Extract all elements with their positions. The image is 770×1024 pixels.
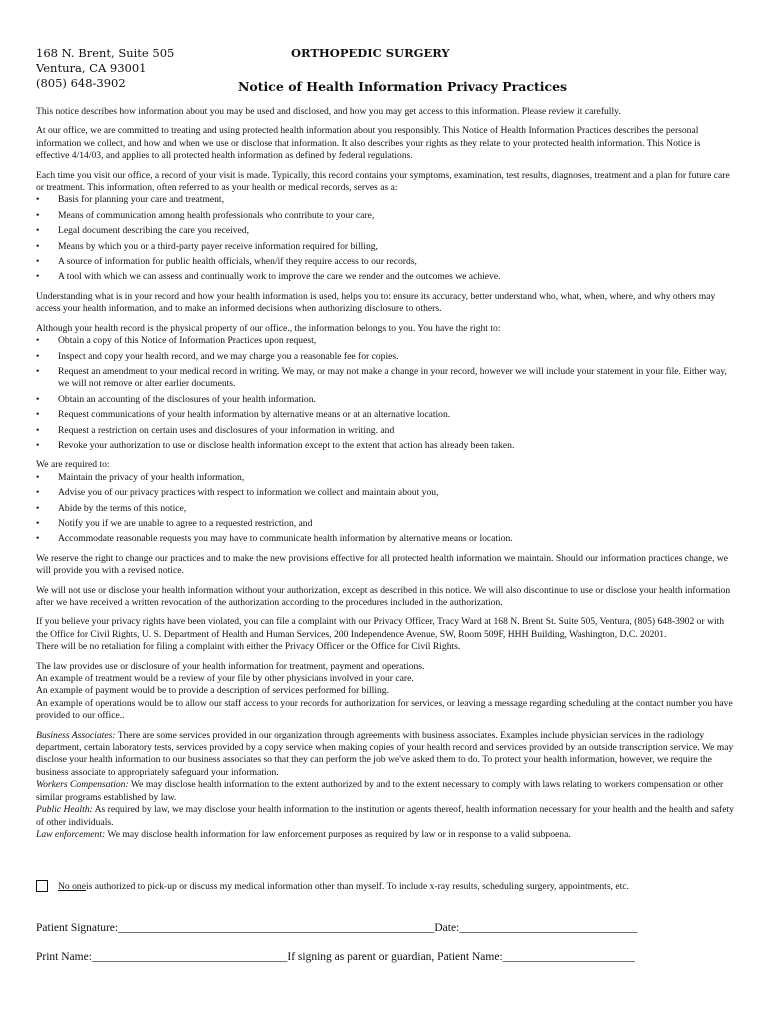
paragraph-disclosures — [36, 730, 736, 842]
list-item: • Obtain an accounting of the disclosures of your health information. — [36, 394, 736, 406]
list-item: • Maintain the privacy of your health information, — [36, 472, 736, 484]
tpo-line: An example of operations would be to allow our staff access to your records for authorization for services, or leaving a message regarding scheduling at the contact number you have provided to our office.. — [36, 697, 733, 722]
list-item: • Abide by the terms of this notice, — [36, 503, 736, 515]
document-title: Notice of Health Information Privacy Practices — [238, 79, 568, 94]
list-item: • Advise you of our privacy practices with respect to information we collect and maintain about you, — [36, 487, 736, 499]
law-enforcement-text: Law enforcement: We may disclose health information for law enforcement purposes as required by law or in response to a valid subpoena. — [36, 828, 571, 840]
consent-line — [36, 880, 629, 892]
office-address — [36, 46, 174, 91]
phone-number: (805) 648-3902 — [36, 76, 126, 90]
list-item: • Request communications of your health information by alternative means or at an alternative location. — [36, 409, 736, 421]
workers-comp-text: Workers Compensation: We may disclose health information to the extent authorized by and to the extent necessary to comply with laws relating to workers compensation or other similar programs established by law. — [36, 779, 724, 803]
address-line-2: Ventura, CA 93001 — [36, 61, 147, 75]
address-line-1: 168 N. Brent, Suite 505 — [36, 46, 175, 60]
business-associates-label: Business Associates: — [36, 729, 116, 741]
law-enforcement-label: Law enforcement: — [36, 828, 106, 840]
list-item: • Legal document describing the care you received, — [36, 225, 736, 237]
rights-list — [36, 335, 736, 452]
consent-text: is authorized to pick-up or discuss my medical information other than myself. To include x-ray results, scheduling surgery, appointments, etc. — [85, 880, 629, 892]
notice-body — [36, 106, 736, 841]
practice-name: ORTHOPEDIC SURGERY — [291, 46, 450, 60]
paragraph-required-intro: We are required to: — [36, 459, 110, 471]
paragraph-commitment: At our office, we are committed to treating and using protected health information about you responsibly. This Notice of Health Information Practices describes the personal information we collect, and how and when we use or disclose that information. It also describes your rights as they relate to your protected health information. This Notice is effective 4/14/03, and applies to all protected health information as defined by federal regulations. — [36, 125, 701, 162]
paragraph-tpo — [36, 661, 736, 723]
patient-signature-line[interactable]: Patient Signature:_______________________________________________________Date:_______________________________ — [36, 922, 638, 934]
list-item: • Request a restriction on certain uses and disclosures of your information in writing. and — [36, 425, 736, 437]
tpo-line: An example of treatment would be a review of your file by other physicians involved in your care. — [36, 673, 414, 685]
list-item: • Obtain a copy of this Notice of Information Practices upon request, — [36, 335, 736, 347]
paragraph-authorization: We will not use or disclose your health information without your authorization, except as described in this notice. We will also discontinue to use or disclose your health information after we have received a written revocation of the authorization according to the procedures included in the authorization. — [36, 584, 731, 608]
list-item: • Means of communication among health professionals who contribute to your care, — [36, 210, 736, 222]
list-item: • A source of information for public health officials, when/if they require access to our records, — [36, 256, 736, 268]
list-item: • Means by which you or a third-party payer receive information required for billing, — [36, 241, 736, 253]
business-associates-text: Business Associates: There are some services provided in our organization through agreements with business associates. Examples include physician services in the radiology department, certain laboratory tests, services provided by a copy service when making copies of your health record and services provided by an outside transcription service. We may disclose your health information to our business associates so that they can perform the job we've asked them to do. To protect your health information, however, we require the business associate to appropriately safeguard your information. — [36, 729, 734, 778]
list-item: • A tool with which we can assess and continually work to improve the care we render and the outcomes we achieve. — [36, 271, 736, 283]
paragraph-reserve-right: We reserve the right to change our practices and to make the new provisions effective for all protected health information we maintain. Should our information practices change, we will provide you with a revised notice. — [36, 552, 728, 577]
tpo-line: An example of payment would be to provide a description of services performed for billing. — [36, 685, 390, 697]
record-uses-list — [36, 194, 736, 283]
paragraph-no-retaliation: There will be no retaliation for filing a complaint with either the Privacy Officer or the Office for Civil Rights. — [36, 641, 461, 653]
tpo-line: The law provides use or disclosure of your health information for treatment, payment and operations. — [36, 660, 425, 672]
print-name-line[interactable]: Print Name:__________________________________If signing as parent or guardian, Patient Name:_______________________ — [36, 951, 635, 963]
list-item: • Notify you if we are unable to agree to a requested restriction, and — [36, 518, 736, 530]
no-one-text: No one — [58, 880, 86, 892]
paragraph-understanding: Understanding what is in your record and how your health information is used, helps you to: ensure its accuracy, better understand who, what, when, where, and why others may access your health information, and to make an informed decisions when authorizing disclosure to others. — [36, 290, 716, 315]
list-item: • Accommodate reasonable requests you may have to communicate health information by alternative means or location. — [36, 533, 736, 545]
workers-comp-label: Workers Compensation: — [36, 779, 129, 791]
requirements-list — [36, 472, 736, 546]
list-item: • Inspect and copy your health record, and we may charge you a reasonable fee for copies. — [36, 351, 736, 363]
intro-paragraph: This notice describes how information about you may be used and disclosed, and how you may get access to this information. Please review it carefully. — [36, 106, 621, 117]
paragraph-complaint: If you believe your privacy rights have been violated, you can file a complaint with our Privacy Officer, Tracy Ward at 168 N. Brent St. Suite 505, Ventura, (805) 648-3902 or with the Office for Civil Rights, U. S. Department of Health and Human Services, 200 Independence Avenue, SW, Room 509F, HHH Building, Washington, D.C. 20201. — [36, 616, 725, 640]
paragraph-rights-intro: Although your health record is the physical property of our office., the information belongs to you. You have the right to: — [36, 322, 501, 334]
list-item: • Basis for planning your care and treatment, — [36, 194, 736, 206]
consent-checkbox[interactable] — [36, 880, 48, 892]
public-health-text: Public Health: As required by law, we may disclose your health information to the institution or agents thereof, health information necessary for your health and the health and safety of other individuals. — [36, 804, 734, 828]
paragraph-record: Each time you visit our office, a record of your visit is made. Typically, this record contains your symptoms, examination, test results, diagnoses, treatment and a plan for future care or treatment. This information, often referred to as your health or medical records, serves as a: — [36, 169, 730, 194]
public-health-label: Public Health: — [36, 804, 93, 816]
list-item: • Request an amendment to your medical record in writing. We may, or may not make a change in your record, however we will include your statement in your file. Either way, we will not remove or alter earlier documents. — [36, 366, 736, 391]
list-item: • Revoke your authorization to use or disclose health information except to the extent that action has already been taken. — [36, 440, 736, 452]
